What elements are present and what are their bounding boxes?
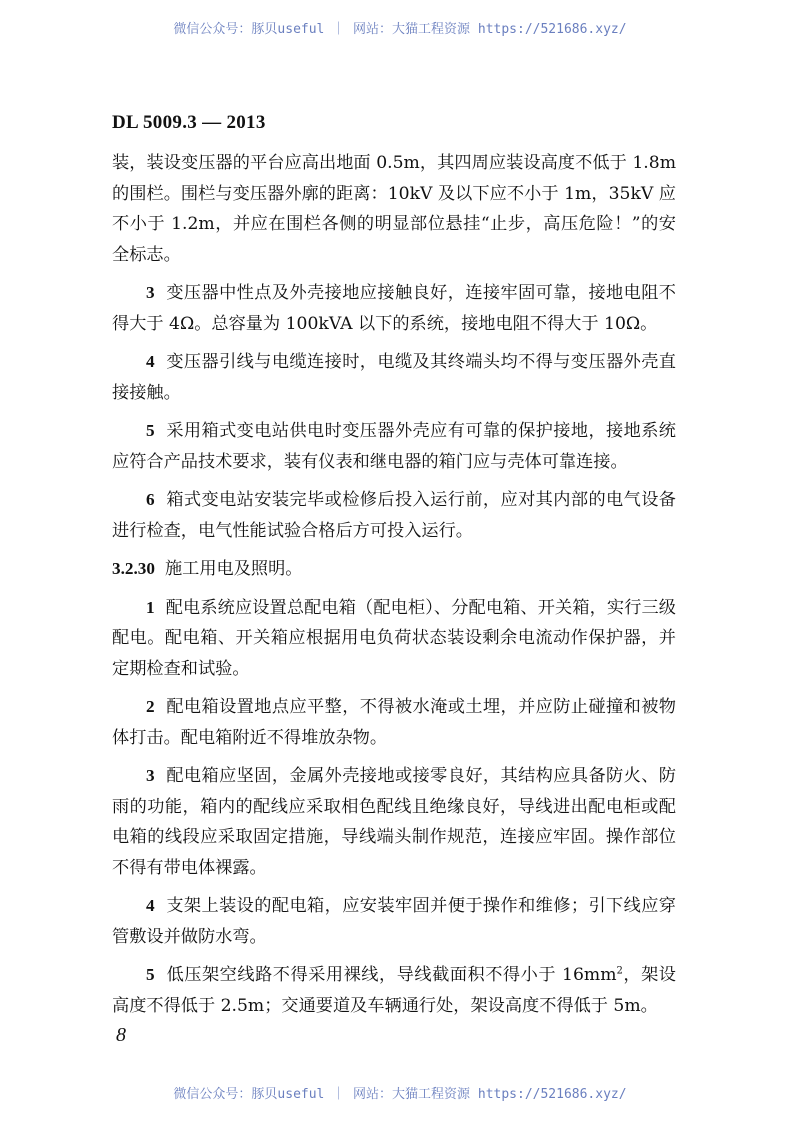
page-number: 8	[116, 1024, 126, 1046]
item-text: 变压器中性点及外壳接地应接触良好，连接牢固可靠，接地电阻不得大于 4Ω。总容量为 100kVA 以下的系统，接地电阻不得大于 10Ω。	[112, 283, 676, 334]
clause-number: 3.2.30	[112, 559, 155, 578]
paragraph-item-1	[112, 593, 676, 685]
item-number: 2	[146, 697, 155, 716]
item-text: 配电系统应设置总配电箱（配电柜）、分配电箱、开关箱，实行三级配电。配电箱、开关箱应根据用电负荷状态装设剩余电流动作保护器，并定期检查和试验。	[112, 597, 676, 679]
paragraph-item-5b	[112, 960, 676, 1021]
item-number: 3	[146, 766, 155, 785]
clause-heading	[112, 554, 676, 585]
item-text-a: 低压架空线路不得采用裸线，导线截面积不得小于 16mm	[166, 965, 617, 985]
superscript: 2	[616, 965, 623, 977]
item-number: 4	[146, 896, 155, 915]
paragraph-item-6	[112, 485, 676, 546]
watermark-bottom: 微信公众号：豚贝useful ｜ 网站：大猫工程资源 https://521686.xyz/	[173, 1087, 627, 1102]
paragraph-item-2	[112, 692, 676, 753]
standard-code-header: DL 5009.3 — 2013	[112, 112, 266, 133]
paragraph-item-4	[112, 347, 676, 408]
item-text: 支架上装设的配电箱，应安装牢固并便于操作和维修；引下线应穿管敷设并做防水弯。	[112, 896, 676, 947]
document-body	[112, 148, 676, 1029]
paragraph-item-4b	[112, 891, 676, 952]
item-number: 3	[146, 283, 155, 302]
paragraph-item-3b	[112, 761, 676, 883]
item-number: 1	[146, 597, 155, 617]
item-text: 变压器引线与电缆连接时，电缆及其终端头均不得与变压器外壳直接接触。	[112, 352, 676, 403]
watermark-top: 微信公众号：豚贝useful ｜ 网站：大猫工程资源 https://521686.xyz/	[173, 22, 627, 37]
item-number: 4	[146, 352, 155, 371]
clause-title: 施工用电及照明。	[164, 559, 303, 579]
item-text-b: ，架设高度不得低于 2.5m；交通要道及车辆通行处，架设高度不得低于 5m。	[112, 965, 676, 1016]
item-number: 5	[146, 965, 155, 984]
item-text: 配电箱应坚固，金属外壳接地或接零良好，其结构应具备防火、防雨的功能，箱内的配线应采取相色配线且绝缘良好，导线进出配电柜或配电箱的线段应采取固定措施，导线端头制作规范，连接应牢固。操作部位不得有带电体裸露。	[112, 766, 676, 878]
paragraph-item-3	[112, 278, 676, 339]
paragraph-continued: 装，装设变压器的平台应高出地面 0.5m，其四周应装设高度不低于 1.8m 的围栏。围栏与变压器外廓的距离：10kV 及以下应不小于 1m，35kV 应不小于 1.2m，并应在围栏各侧的明显部位悬挂“止步，高压危险！”的安全标志。	[112, 153, 676, 265]
item-text: 箱式变电站安装完毕或检修后投入运行前，应对其内部的电气设备进行检查，电气性能试验合格后方可投入运行。	[112, 490, 676, 541]
item-text: 配电箱设置地点应平整，不得被水淹或土埋，并应防止碰撞和被物体打击。配电箱附近不得堆放杂物。	[112, 697, 676, 748]
item-number: 6	[146, 490, 155, 509]
item-text: 采用箱式变电站供电时变压器外壳应有可靠的保护接地，接地系统应符合产品技术要求，装有仪表和继电器的箱门应与壳体可靠连接。	[112, 421, 676, 472]
item-number: 5	[146, 421, 155, 440]
paragraph-item-5	[112, 416, 676, 477]
